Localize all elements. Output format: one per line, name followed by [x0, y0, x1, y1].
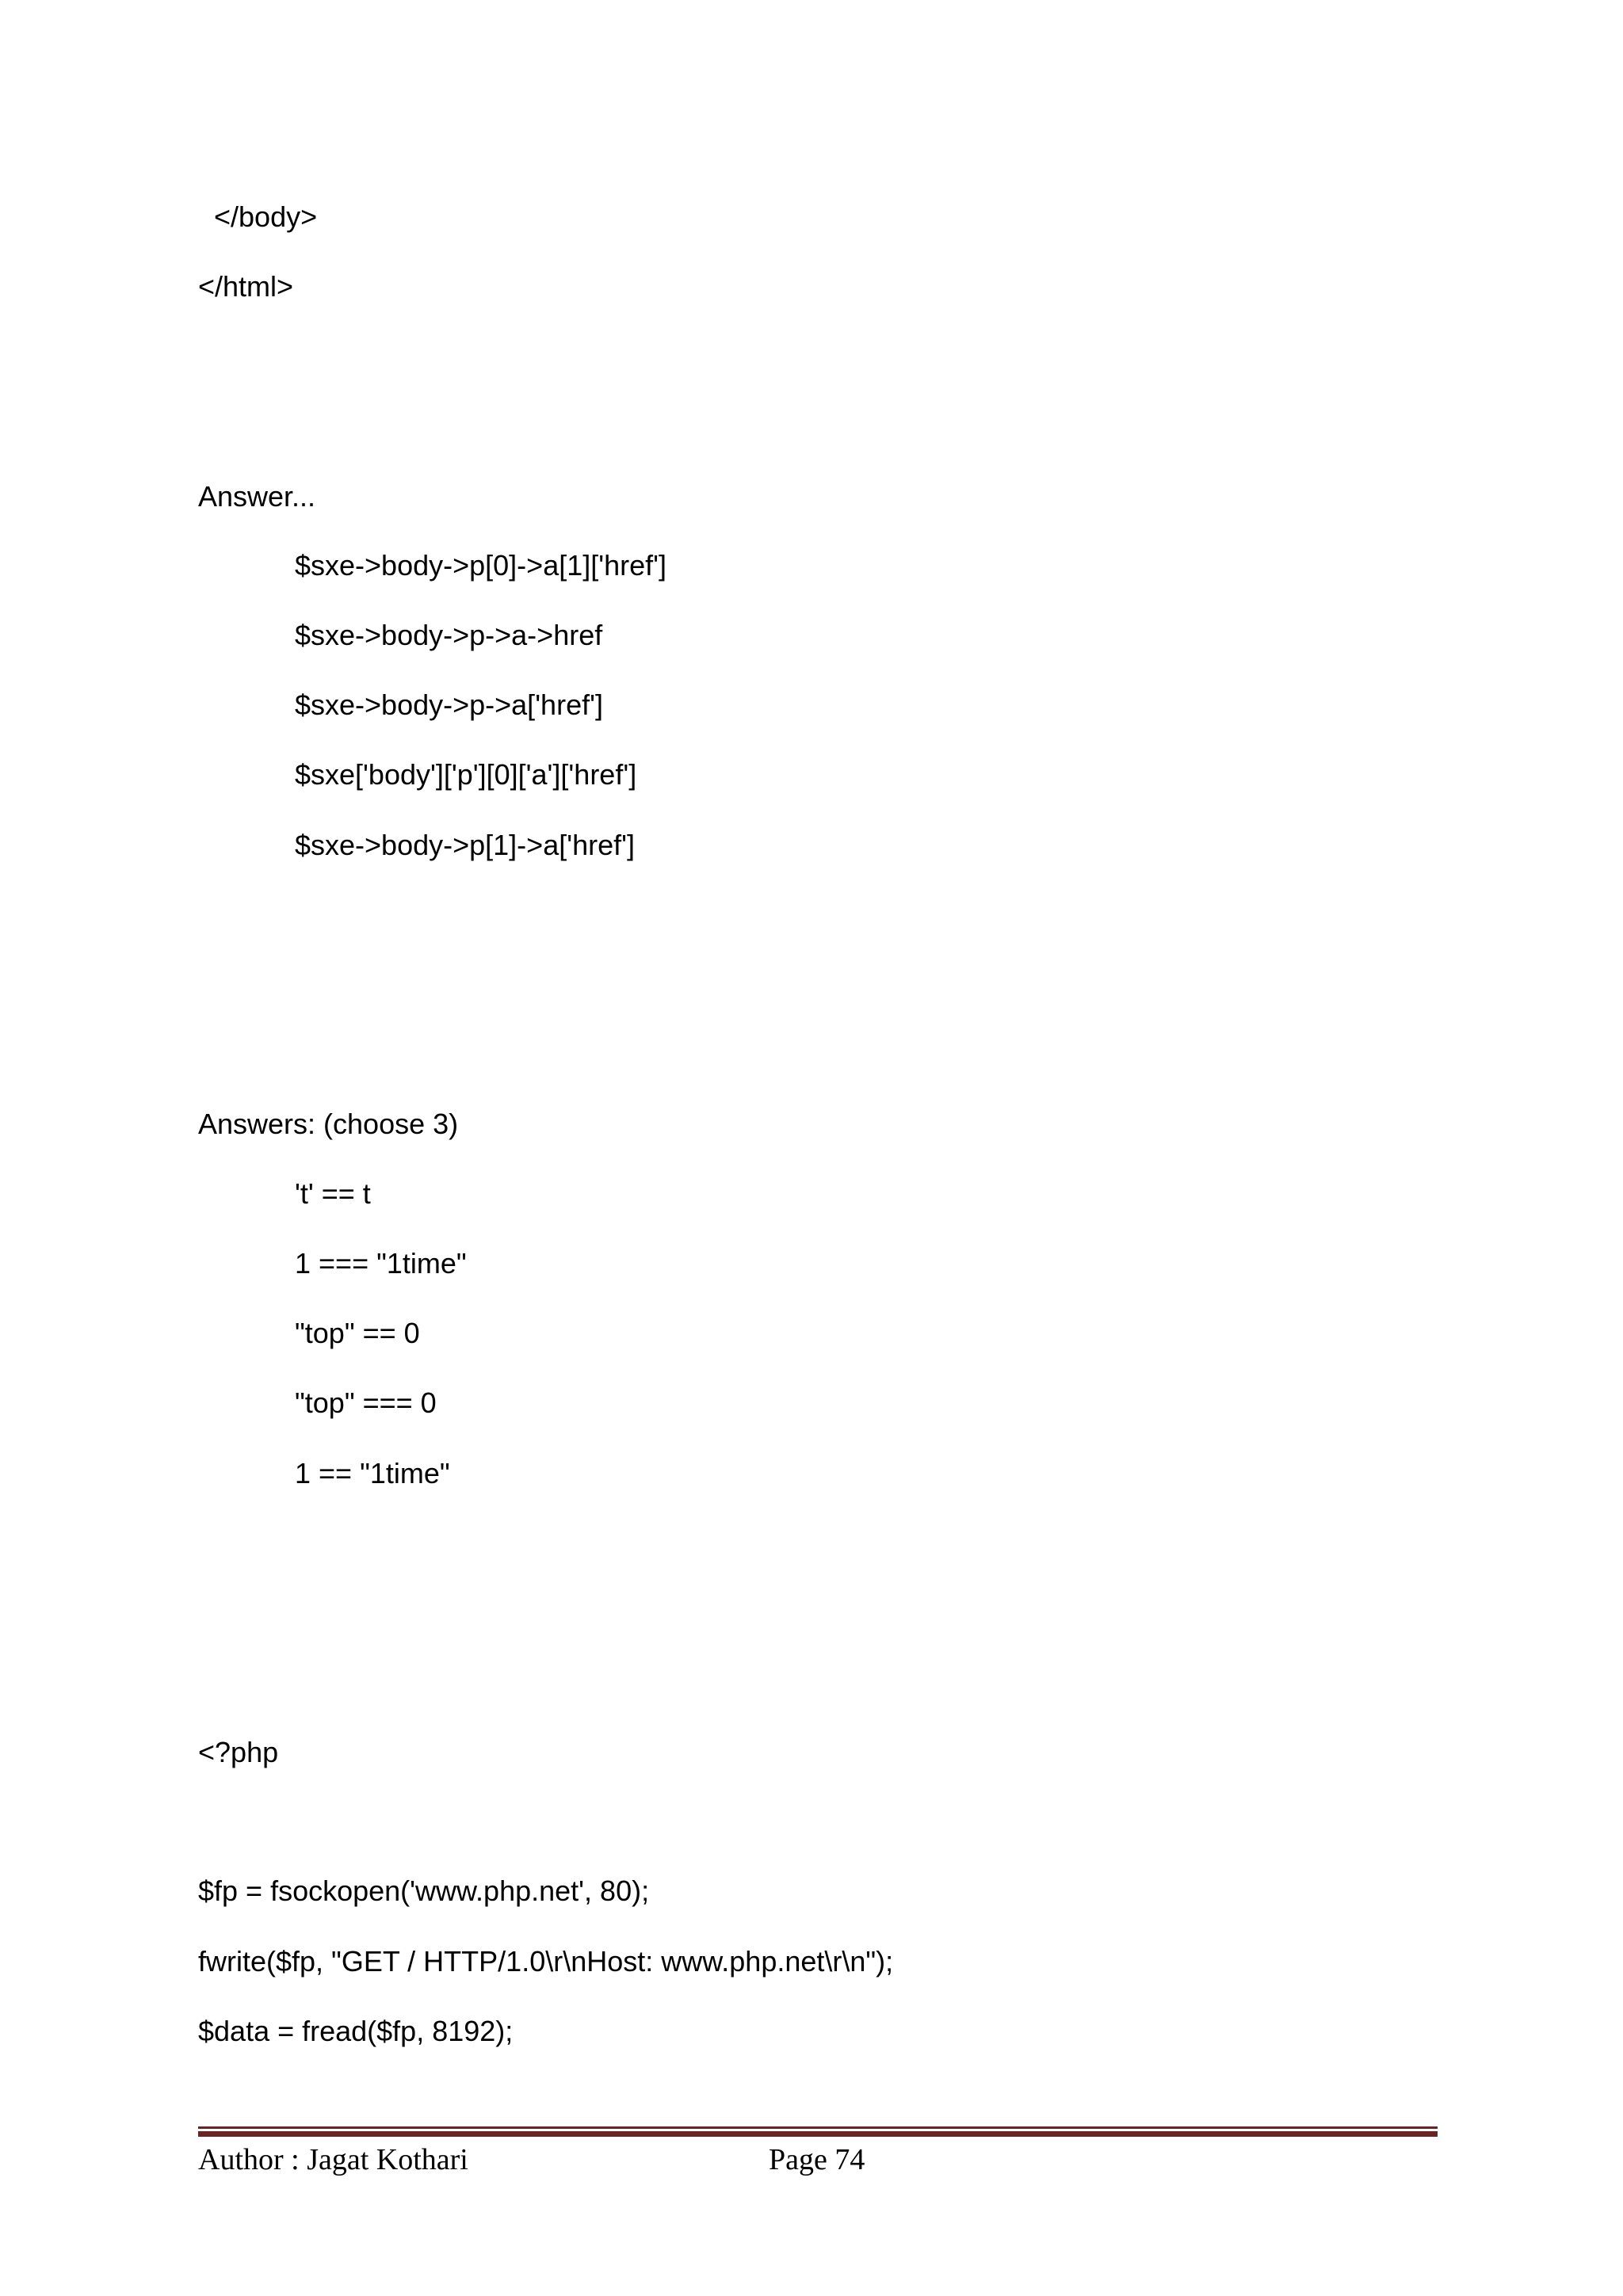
code-line-fwrite: fwrite($fp, "GET / HTTP/1.0\r\nHost: www.php.net\r\n"); — [198, 1945, 894, 1978]
code-line-fsockopen: $fp = fsockopen('www.php.net', 80); — [198, 1875, 650, 1907]
answers-option-5: 1 == "1time" — [295, 1457, 450, 1489]
answer-option-3: $sxe->body->p->a['href'] — [295, 688, 603, 721]
answers-option-2: 1 === "1time" — [295, 1247, 467, 1280]
answer-option-1: $sxe->body->p[0]->a[1]['href'] — [295, 549, 667, 582]
code-line-php-open: <?php — [198, 1736, 279, 1768]
footer-rule-thick — [198, 2131, 1438, 2137]
answer-option-4: $sxe['body']['p'][0]['a']['href'] — [295, 758, 637, 791]
footer-page-number: Page 74 — [769, 2143, 865, 2176]
answers-option-1: 't' == t — [295, 1177, 371, 1210]
code-line-html-close: </html> — [198, 270, 294, 303]
answers-option-4: "top" === 0 — [295, 1386, 437, 1419]
answers-heading: Answers: (choose 3) — [198, 1108, 459, 1140]
code-line-body-close: </body> — [198, 200, 318, 233]
footer-author: Author : Jagat Kothari — [198, 2143, 468, 2176]
answer-option-5: $sxe->body->p[1]->a['href'] — [295, 829, 635, 861]
answer-heading: Answer... — [198, 480, 316, 513]
code-line-fread: $data = fread($fp, 8192); — [198, 2015, 514, 2047]
answers-option-3: "top" == 0 — [295, 1317, 420, 1349]
footer-rule-thin — [198, 2126, 1438, 2129]
answer-option-2: $sxe->body->p->a->href — [295, 619, 603, 651]
